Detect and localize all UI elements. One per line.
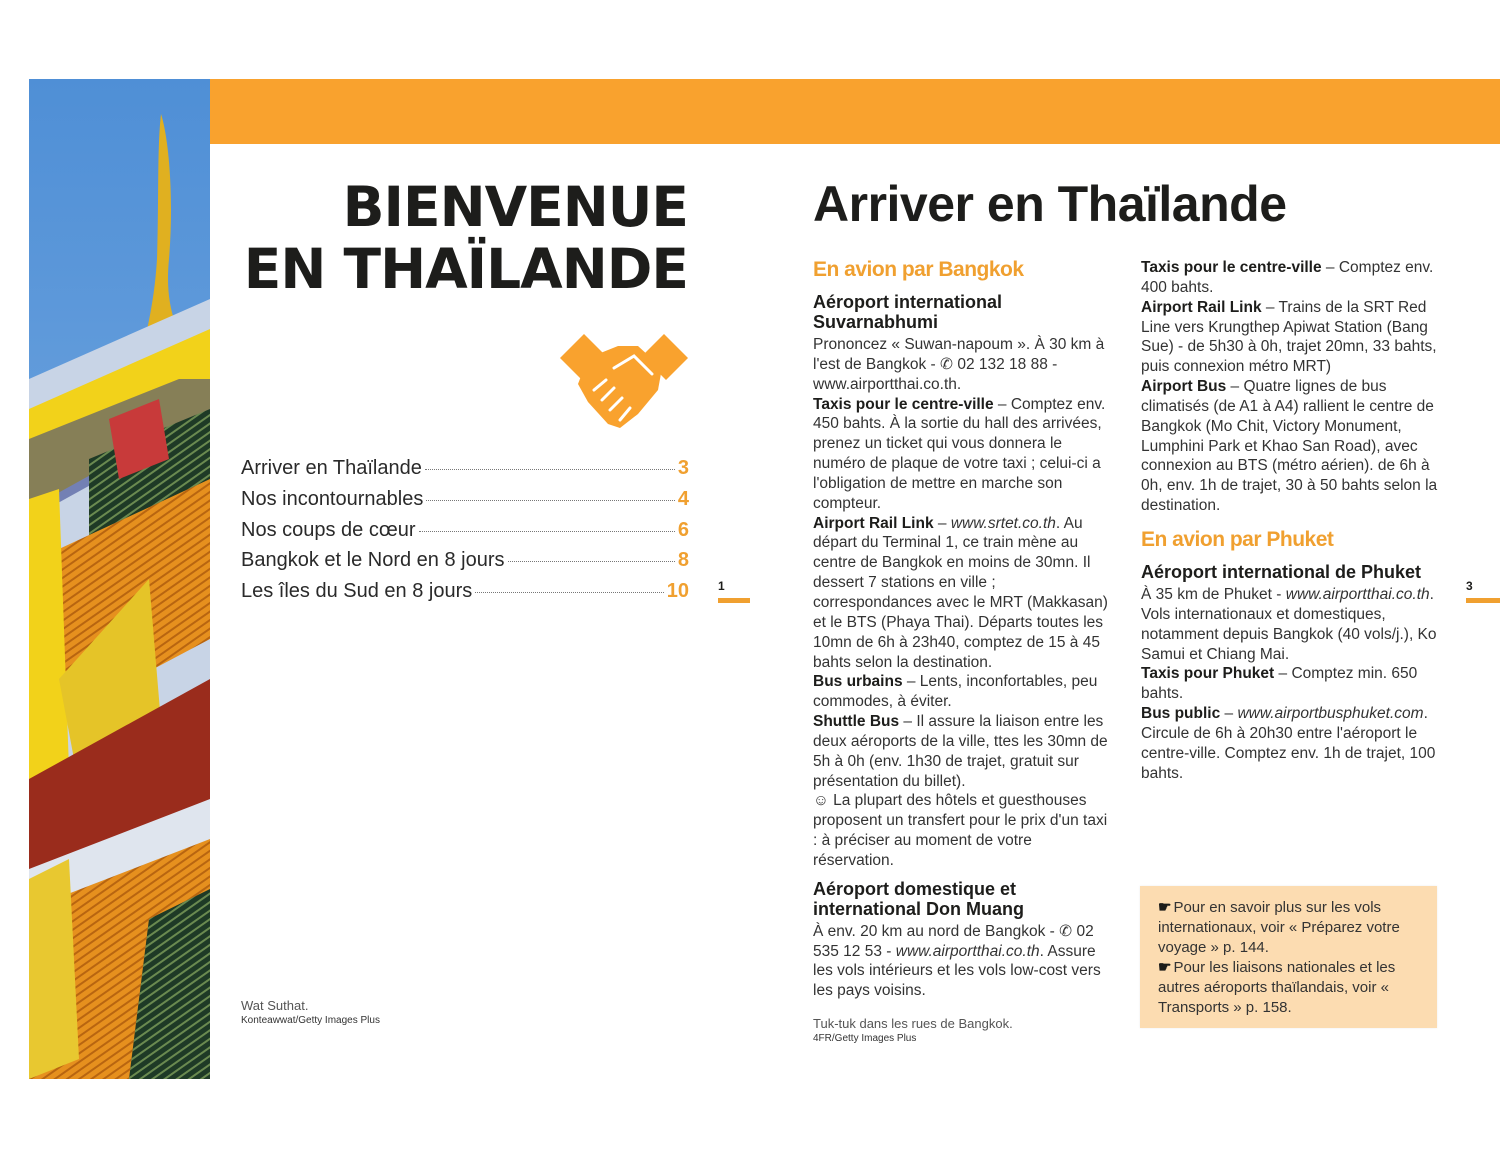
- caption-text: Tuk-tuk dans les rues de Bangkok.: [813, 1016, 1013, 1031]
- toc-leader: [508, 561, 675, 562]
- subheading-don-muang: Aéroport domestique et international Don Muang: [813, 878, 1024, 919]
- section-heading-phuket: En avion par Phuket: [1141, 527, 1334, 551]
- page-number-right: 3: [1466, 579, 1473, 593]
- smiley-tip-icon: ☺: [813, 792, 829, 810]
- column-1: [813, 256, 1113, 1001]
- welcome-title: [220, 176, 688, 300]
- column-2: [1141, 258, 1441, 783]
- paragraph: Airport Bus – Quatre lignes de bus climatisés (de A1 à A4) rallient le centre de Bangkok (Mo Chit, Victory Monument, Lumphini Park et Khao San Road), avec connexion au BTS (métro aérien). de 6h à 0h, env. 1h de trajet, 30 à 50 bahts selon la destination.: [1141, 378, 1438, 515]
- chapter-title: Arriver en Thaïlande: [813, 176, 1287, 232]
- handshake-icon: [558, 328, 690, 430]
- page-number-left: 1: [718, 579, 725, 593]
- link: www.srtet.co.th: [950, 514, 1056, 532]
- paragraph: Airport Rail Link – www.srtet.co.th. Au départ du Terminal 1, ce train mène au centre de Bangkok en moins de 30mn. Il dessert 7 stations en ville ; correspondances avec le MRT (Makkasan) et le BTS (Phaya Thai). Départs toutes les 10mn de 6h à 23h40, comptez de 15 à 45 bahts selon la destination.: [813, 514, 1108, 671]
- link: www.airportthai.co.th: [895, 942, 1040, 960]
- paragraph: À env. 20 km au nord de Bangkok - ✆ 02 535 12 53 - www.airportthai.co.th. Assure les vols intérieurs et les vols low-cost vers les pays voisins.: [813, 922, 1101, 1000]
- paragraph: Prononcez « Suwan-napoum ». À 30 km à l'est de Bangkok - ✆ 02 132 18 88 - www.airportthai.co.th.: [813, 336, 1105, 393]
- toc-leader: [475, 592, 663, 593]
- see-also-item: ☛ Pour en savoir plus sur les vols internationaux, voir « Préparez votre voyage » p. 144.: [1158, 899, 1400, 956]
- header-band: [210, 79, 1500, 144]
- toc-item[interactable]: Arriver en Thaïlande 3: [241, 457, 689, 479]
- photo-credit: Konteawwat/Getty Images Plus: [241, 1015, 380, 1026]
- toc-leader: [426, 500, 675, 501]
- page-marker-left: [718, 598, 750, 603]
- paragraph: Airport Rail Link – Trains de la SRT Red Line vers Krungthep Apiwat Station (Bang Sue) - de 5h30 à 0h, trajet 20mn, 33 bahts, puis connexion métro MRT): [1141, 298, 1437, 376]
- paragraph: Bus urbains – Lents, inconfortables, peu commodes, à éviter.: [813, 673, 1098, 711]
- tip-paragraph: ☺ La plupart des hôtels et guesthouses proposent un transfert pour le prix d'un taxi : à préciser au moment de votre réservation.: [813, 792, 1108, 869]
- table-of-contents: [241, 457, 689, 611]
- link: www.airportbusphuket.com: [1237, 705, 1424, 723]
- see-also-icon: ☛: [1158, 899, 1172, 916]
- title-line-2: EN THAÏLANDE: [243, 237, 688, 301]
- paragraph: Bus public – www.airportbusphuket.com. Circule de 6h à 20h30 entre l'aéroport le centre-ville. Comptez env. 1h de trajet, 100 bahts.: [1141, 705, 1436, 782]
- photo-credit: 4FR/Getty Images Plus: [813, 1033, 917, 1044]
- paragraph: Taxis pour le centre-ville – Comptez env. 400 bahts.: [1141, 259, 1434, 296]
- toc-item[interactable]: Les îles du Sud en 8 jours 10: [241, 580, 689, 603]
- paragraph: Shuttle Bus – Il assure la liaison entre les deux aéroports de la ville, ttes les 30mn de 5h à 0h (env. 1h30 de trajet, gratuit sur présentation du billet).: [813, 713, 1108, 790]
- toc-leader: [419, 531, 675, 532]
- paragraph: À 35 km de Phuket - www.airportthai.co.th. Vols internationaux et domestiques, notamment depuis Bangkok (40 vols/j.), Ko Samui et Chiang Mai.: [1141, 585, 1437, 663]
- subheading-phuket-airport: Aéroport international de Phuket: [1141, 561, 1422, 582]
- see-also-icon: ☛: [1158, 959, 1172, 976]
- toc-item[interactable]: Bangkok et le Nord en 8 jours 8: [241, 549, 689, 572]
- paragraph: Taxis pour Phuket – Comptez min. 650 bahts.: [1141, 665, 1418, 703]
- toc-leader: [425, 469, 675, 470]
- phone-icon: ✆: [940, 355, 954, 373]
- see-also-item: ☛ Pour les liaisons nationales et les autres aéroports thaïlandais, voir « Transports » p. 158.: [1158, 959, 1396, 1016]
- photo-caption-left: [241, 998, 380, 1028]
- page-marker-right: [1466, 598, 1500, 603]
- link: www.airportthai.co.th: [1285, 585, 1430, 603]
- phone-icon: ✆: [1059, 922, 1073, 940]
- caption-text: Wat Suthat.: [241, 998, 309, 1013]
- toc-item[interactable]: Nos incontournables 4: [241, 487, 689, 510]
- paragraph: Taxis pour le centre-ville – Comptez env. 450 bahts. À la sortie du hall des arrivées, prenez un ticket qui vous donnera le numéro de plaque de votre taxi ; celui-ci a l'obligation de mettre en marche son compteur.: [813, 395, 1106, 512]
- see-also-box: [1140, 886, 1437, 1028]
- toc-item[interactable]: Nos coups de cœur 6: [241, 518, 689, 541]
- photo-caption-right: [813, 1016, 1013, 1046]
- subheading-suvarnabhumi: Aéroport international Suvarnabhumi: [813, 292, 1003, 332]
- temple-photo: [29, 79, 210, 1079]
- section-heading-bangkok: En avion par Bangkok: [813, 258, 1024, 281]
- title-line-1: BIENVENUE: [342, 175, 688, 239]
